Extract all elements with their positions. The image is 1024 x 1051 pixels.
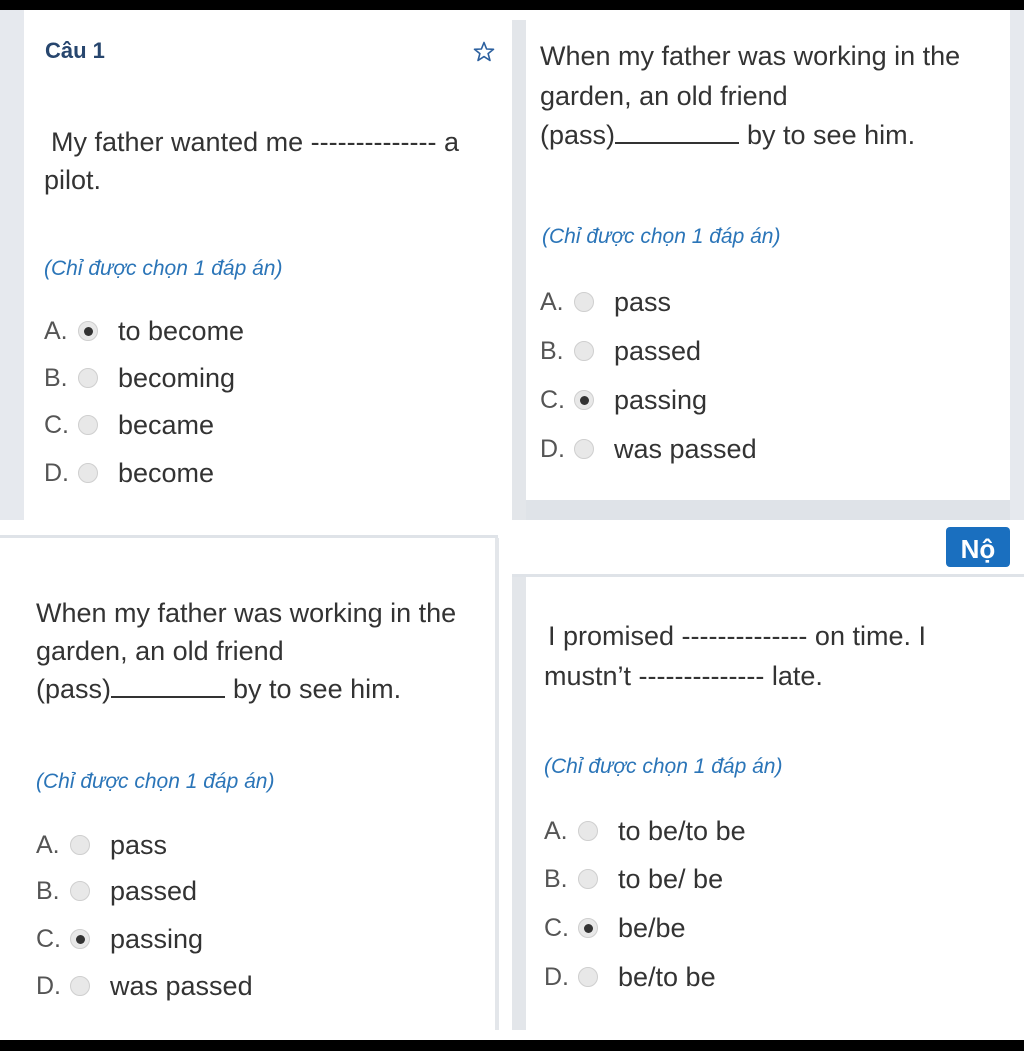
radio-empty-icon[interactable]	[78, 415, 98, 435]
radio-empty-icon[interactable]	[578, 967, 598, 987]
question-text-line-2: mustn’t -------------- late.	[544, 661, 823, 691]
option-label: passing	[614, 384, 708, 415]
single-choice-hint: (Chỉ được chọn 1 đáp án)	[36, 770, 275, 793]
question-text-line-1: I promised -------------- on time. I	[548, 621, 926, 651]
question-card-3	[0, 538, 495, 1030]
option-letter: A.	[540, 287, 564, 316]
radio-selected-icon[interactable]	[574, 390, 594, 410]
option-label: pass	[110, 829, 168, 860]
option-letter: C.	[544, 913, 569, 942]
option-letter: C.	[540, 385, 565, 414]
option-letter: B.	[544, 864, 568, 893]
blank-line	[615, 116, 739, 144]
option-d[interactable]	[540, 429, 757, 469]
verb-hint: (pass)	[540, 120, 616, 150]
text-continuation: by to see him.	[747, 120, 916, 150]
question-text-line-3	[36, 670, 401, 708]
option-letter: B.	[44, 363, 68, 392]
radio-empty-icon[interactable]	[78, 463, 98, 483]
right-gutter-top	[1010, 10, 1024, 520]
option-letter: A.	[36, 830, 60, 859]
option-label: passing	[110, 923, 204, 954]
question-text-line-1: When my father was working in the	[540, 41, 961, 71]
q3-right-edge	[495, 538, 499, 1030]
middle-separator	[0, 520, 1024, 536]
question-card-2	[526, 20, 1010, 500]
radio-empty-icon[interactable]	[70, 835, 90, 855]
option-label: to become	[118, 315, 245, 346]
option-label: passed	[110, 875, 198, 906]
option-label: becoming	[118, 362, 236, 393]
option-a[interactable]	[544, 811, 746, 851]
option-letter: D.	[44, 458, 69, 487]
option-letter: C.	[44, 410, 69, 439]
option-label: to be/ be	[618, 863, 724, 894]
center-divider-top	[512, 20, 526, 520]
option-a[interactable]	[540, 282, 671, 322]
question-text-line-2: pilot.	[44, 165, 102, 195]
option-c[interactable]	[44, 405, 214, 445]
option-c[interactable]	[544, 908, 686, 948]
question-text-line-2: garden, an old friend	[36, 636, 284, 666]
radio-empty-icon[interactable]	[574, 341, 594, 361]
option-c[interactable]	[36, 919, 203, 959]
radio-empty-icon[interactable]	[574, 439, 594, 459]
option-a[interactable]	[36, 825, 167, 865]
question-text-line-1: When my father was working in the	[36, 598, 457, 628]
option-letter: A.	[544, 816, 568, 845]
question-card-4	[526, 577, 1024, 1030]
radio-empty-icon[interactable]	[70, 976, 90, 996]
top-black-bar	[0, 0, 1024, 10]
radio-selected-icon[interactable]	[78, 321, 98, 341]
right-panel-bottom-edge	[526, 500, 1010, 520]
blank-line	[111, 670, 225, 698]
question-text-line-1: My father wanted me -------------- a	[51, 127, 460, 157]
verb-hint: (pass)	[36, 674, 112, 704]
radio-empty-icon[interactable]	[574, 292, 594, 312]
question-card-1	[24, 10, 512, 520]
single-choice-hint: (Chỉ được chọn 1 đáp án)	[544, 755, 783, 778]
submit-button-label: Nộ	[960, 534, 996, 564]
option-label: become	[118, 457, 215, 488]
left-gutter-top	[0, 10, 24, 520]
radio-selected-icon[interactable]	[578, 918, 598, 938]
option-b[interactable]	[540, 331, 701, 371]
option-letter: C.	[36, 924, 61, 953]
option-d[interactable]	[36, 966, 253, 1006]
option-label: was passed	[110, 970, 253, 1001]
star-outline-icon[interactable]	[472, 40, 496, 64]
question-title: Câu 1	[45, 38, 105, 63]
text-continuation: by to see him.	[233, 674, 402, 704]
option-b[interactable]	[36, 871, 197, 911]
option-label: became	[118, 409, 215, 440]
option-label: to be/to be	[618, 815, 746, 846]
radio-empty-icon[interactable]	[70, 881, 90, 901]
option-d[interactable]	[44, 453, 214, 493]
single-choice-hint: (Chỉ được chọn 1 đáp án)	[44, 257, 283, 280]
option-a[interactable]	[44, 311, 244, 351]
option-label: be/be	[618, 912, 686, 943]
option-b[interactable]	[544, 859, 723, 899]
option-label: passed	[614, 335, 702, 366]
option-d[interactable]	[544, 957, 716, 997]
option-letter: A.	[44, 316, 68, 345]
radio-empty-icon[interactable]	[578, 821, 598, 841]
option-b[interactable]	[44, 358, 235, 398]
radio-empty-icon[interactable]	[78, 368, 98, 388]
single-choice-hint: (Chỉ được chọn 1 đáp án)	[542, 225, 781, 248]
option-letter: D.	[540, 434, 565, 463]
bottom-black-bar	[0, 1040, 1024, 1051]
q4-left-edge	[512, 577, 526, 1030]
option-label: was passed	[614, 433, 757, 464]
option-letter: B.	[540, 336, 564, 365]
question-text-line-2: garden, an old friend	[540, 81, 788, 111]
option-letter: D.	[544, 962, 569, 991]
submit-button[interactable]	[946, 527, 1010, 567]
option-letter: B.	[36, 876, 60, 905]
option-label: be/to be	[618, 961, 716, 992]
radio-selected-icon[interactable]	[70, 929, 90, 949]
question-text-line-3	[540, 116, 915, 154]
option-c[interactable]	[540, 380, 707, 420]
radio-empty-icon[interactable]	[578, 869, 598, 889]
option-label: pass	[614, 286, 672, 317]
option-letter: D.	[36, 971, 61, 1000]
